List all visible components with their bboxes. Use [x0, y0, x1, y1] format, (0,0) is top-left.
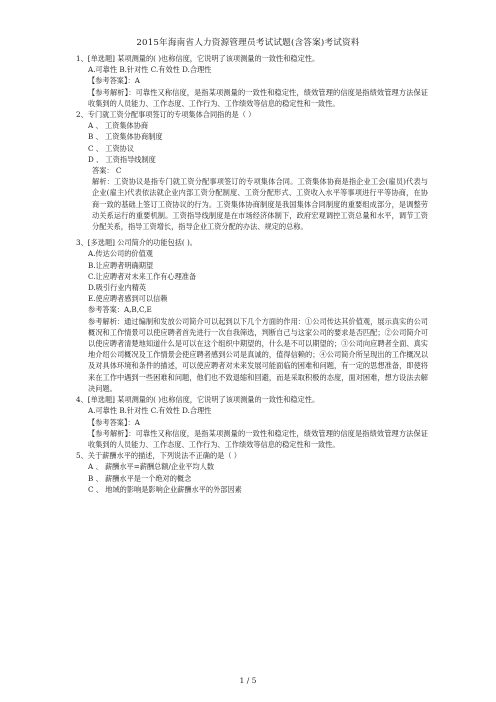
- q1-options: A.可靠性 B.针对性 C.有效性 D.合理性: [88, 65, 212, 75]
- page-title: 2015年海南省人力资源管理员考试试题(含答案)考试资料: [136, 38, 360, 48]
- document-body: [76, 53, 428, 495]
- q3-option-d: D.吸引行业内精英: [88, 283, 147, 293]
- q3-option-b: B.让应聘者明确期望: [88, 260, 154, 270]
- q4-explanation: 【参考解析】：可靠性又称信度，是指某项测量的一致性和稳定性，绩效管理的信度是指绩效管理方法保证收集到的人员能力、工作态度、工作行为、工作绩效等信息的稳定性和一致性。: [88, 428, 428, 449]
- q2-question: 2、专门就工资分配事项签订的专项集体合同指的是（ ）: [76, 110, 256, 120]
- q3-option-c: C.让应聘者对未来工作有心理准备: [88, 271, 197, 281]
- page-number: 1 / 5: [239, 676, 257, 685]
- q5-option-c: C 、 地域的影响是影响企业薪酬水平的外部因素: [88, 484, 242, 494]
- q3-question: 3、[多选题] 公司简介的功能包括( )。: [76, 238, 197, 248]
- q2-explanation: 解析：工资协议是指专门就工资分配事项签订的专项集体合同。工资集体协商是指企业工会(雇员)代表与企业(雇主)代表依法就企业内部工资分配制度、工资分配形式、工资收入水平等事项进行平等协商，在协商一致的基础上签订工资协议的行为。工资集体协商制度是我国集体合同制度的重要组成部分，是调整劳动关系运行的重要机制。工资指导线制度是在市场经济体制下，政府宏观调控工资总量和水平，调节工资分配关系，指导工资增长，指导企业工资分配的办法、规定的总称。: [92, 177, 428, 232]
- q2-answer: 答案： C: [92, 166, 122, 176]
- q3-explanation: 参考解析：通过编制和发放公司简介可以起到以下几个方面的作用：①公司传达其价值观，展示真实的公司概况和工作情景可以使应聘者首先进行一次自我筛选，判断自己与这家公司的要求是否匹配；②公司简介可以使应聘者清楚地知道什么是可以在这个组织中期望的，什么是不可以期望的；③公司向应聘者全面、真实地介绍公司概况及工作情景会使应聘者感到公司是真诚的，值得信赖的；④公司简介所呈现出的工作概况以及对具体环境和条件的描述，可以使应聘者对未来发展可能面临的困难和问题，有一定的思想准备，即使将来在工作中遇到一些困难和问题，他们也不致退缩和回避，而是采取积极的态度，面对困难，想方设法去解决问题。: [88, 316, 428, 393]
- q4-options: A.可靠性 B.针对性 C.有效性 D.合理性: [88, 406, 212, 416]
- q1-answer: 【参考答案】：A: [88, 76, 140, 86]
- q2-option-c: C 、 工资协议: [88, 143, 135, 153]
- q2-option-d: D 、 工资指导线制度: [88, 154, 156, 164]
- q3-answer: 参考答案：A,B,C,E: [88, 305, 152, 315]
- q4-question: 4、[单选题] 某项测量的( )也称信度，它说明了该项测量的一致性和稳定性。: [76, 395, 320, 405]
- q1-explanation: 【参考解析】：可靠性又称信度，是指某项测量的一致性和稳定性，绩效管理的信度是指绩效管理方法保证收集到的人员能力、工作态度、工作行为、工作绩效等信息的稳定性和一致性。: [88, 87, 428, 108]
- q4-answer: 【参考答案】：A: [88, 417, 140, 427]
- q5-question: 5、关于薪酬水平的描述，下列说法不正确的是（ ）: [76, 451, 241, 461]
- q2-option-a: A 、 工资集体协商: [88, 121, 149, 131]
- q5-option-a: A 、 薪酬水平=薪酬总额/企业平均人数: [88, 462, 215, 472]
- q5-option-b: B 、 薪酬水平是一个绝对的概念: [88, 473, 192, 483]
- q3-option-a: A.传达公司的价值观: [88, 249, 153, 259]
- q3-option-e: E.使应聘者感到可以信赖: [88, 294, 168, 304]
- q2-option-b: B 、 工资集体协商制度: [88, 132, 163, 142]
- q1-question: 1、[单选题] 某项测量的( )也称信度，它说明了该项测量的一致性和稳定性。: [76, 54, 320, 63]
